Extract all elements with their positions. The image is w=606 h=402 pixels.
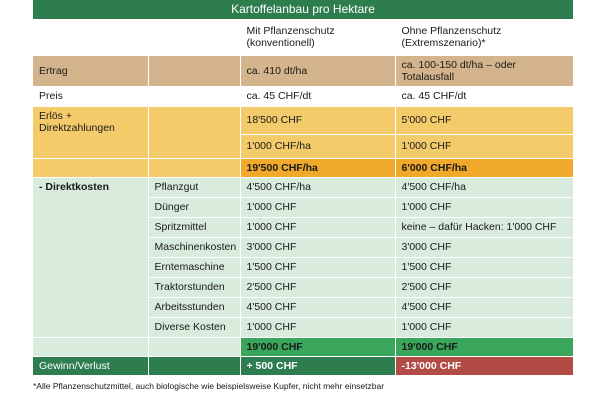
kosten-conv: 1'000 CHF xyxy=(240,197,395,217)
cost-table xyxy=(33,19,573,376)
kosten-item: Spritzmittel xyxy=(148,217,240,237)
kosten-total-ext: 19'000 CHF xyxy=(395,337,573,356)
kosten-item: Dünger xyxy=(148,197,240,217)
kosten-ext: 2'500 CHF xyxy=(395,277,573,297)
preis-conv: ca. 45 CHF/dt xyxy=(240,86,395,106)
kosten-ext: 4'500 CHF xyxy=(395,297,573,317)
erloes-ext-1: 5'000 CHF xyxy=(395,106,573,134)
kosten-conv: 2'500 CHF xyxy=(240,277,395,297)
erloes-conv-2: 1'000 CHF/ha xyxy=(240,134,395,158)
gewinn-label: Gewinn/Verlust xyxy=(33,356,148,375)
kosten-item: Traktorstunden xyxy=(148,277,240,297)
kosten-ext: keine – dafür Hacken: 1'000 CHF xyxy=(395,217,573,237)
kartoffel-table-container xyxy=(33,0,573,376)
kosten-label: - Direktkosten xyxy=(33,177,148,337)
kosten-item: Pflanzgut xyxy=(148,177,240,197)
table-title: Kartoffelanbau pro Hektare xyxy=(33,0,573,19)
erloes-total-conv: 19'500 CHF/ha xyxy=(240,158,395,177)
kosten-ext: 1'000 CHF xyxy=(395,317,573,337)
header-conventional: Mit Pflanzenschutz (konventionell) xyxy=(240,19,395,55)
erloes-row-1 xyxy=(33,106,573,134)
kosten-row xyxy=(33,177,573,197)
kosten-conv: 4'500 CHF xyxy=(240,297,395,317)
ertrag-row xyxy=(33,55,573,86)
kosten-item: Erntemaschine xyxy=(148,257,240,277)
erloes-total-ext: 6'000 CHF/ha xyxy=(395,158,573,177)
kosten-ext: 1'500 CHF xyxy=(395,257,573,277)
erloes-label: Erlös + Direktzahlungen xyxy=(33,106,148,158)
header-extreme: Ohne Pflanzenschutz (Extremszenario)* xyxy=(395,19,573,55)
ertrag-ext: ca. 100-150 dt/ha – oder Totalausfall xyxy=(395,55,573,86)
kosten-conv: 1'000 CHF xyxy=(240,317,395,337)
kosten-total-row xyxy=(33,337,573,356)
kosten-item: Arbeitsstunden xyxy=(148,297,240,317)
kosten-conv: 1'500 CHF xyxy=(240,257,395,277)
ertrag-conv: ca. 410 dt/ha xyxy=(240,55,395,86)
ertrag-label: Ertrag xyxy=(33,55,148,86)
erloes-total-row xyxy=(33,158,573,177)
footnote: *Alle Pflanzenschutzmittel, auch biologische wie beispielsweise Kupfer, nicht mehr einsetzbar xyxy=(33,381,385,391)
preis-label: Preis xyxy=(33,86,148,106)
header-row xyxy=(33,19,573,55)
erloes-conv-1: 18'500 CHF xyxy=(240,106,395,134)
kosten-ext: 4'500 CHF/ha xyxy=(395,177,573,197)
kosten-ext: 3'000 CHF xyxy=(395,237,573,257)
kosten-conv: 3'000 CHF xyxy=(240,237,395,257)
gewinn-conv: + 500 CHF xyxy=(240,356,395,375)
preis-ext: ca. 45 CHF/dt xyxy=(395,86,573,106)
preis-row xyxy=(33,86,573,106)
kosten-conv: 4'500 CHF/ha xyxy=(240,177,395,197)
gewinn-ext: -13'000 CHF xyxy=(395,356,573,375)
kosten-item: Maschinenkosten xyxy=(148,237,240,257)
kosten-conv: 1'000 CHF xyxy=(240,217,395,237)
kosten-total-conv: 19'000 CHF xyxy=(240,337,395,356)
gewinn-row xyxy=(33,356,573,375)
kosten-item: Diverse Kosten xyxy=(148,317,240,337)
erloes-ext-2: 1'000 CHF xyxy=(395,134,573,158)
kosten-ext: 1'000 CHF xyxy=(395,197,573,217)
